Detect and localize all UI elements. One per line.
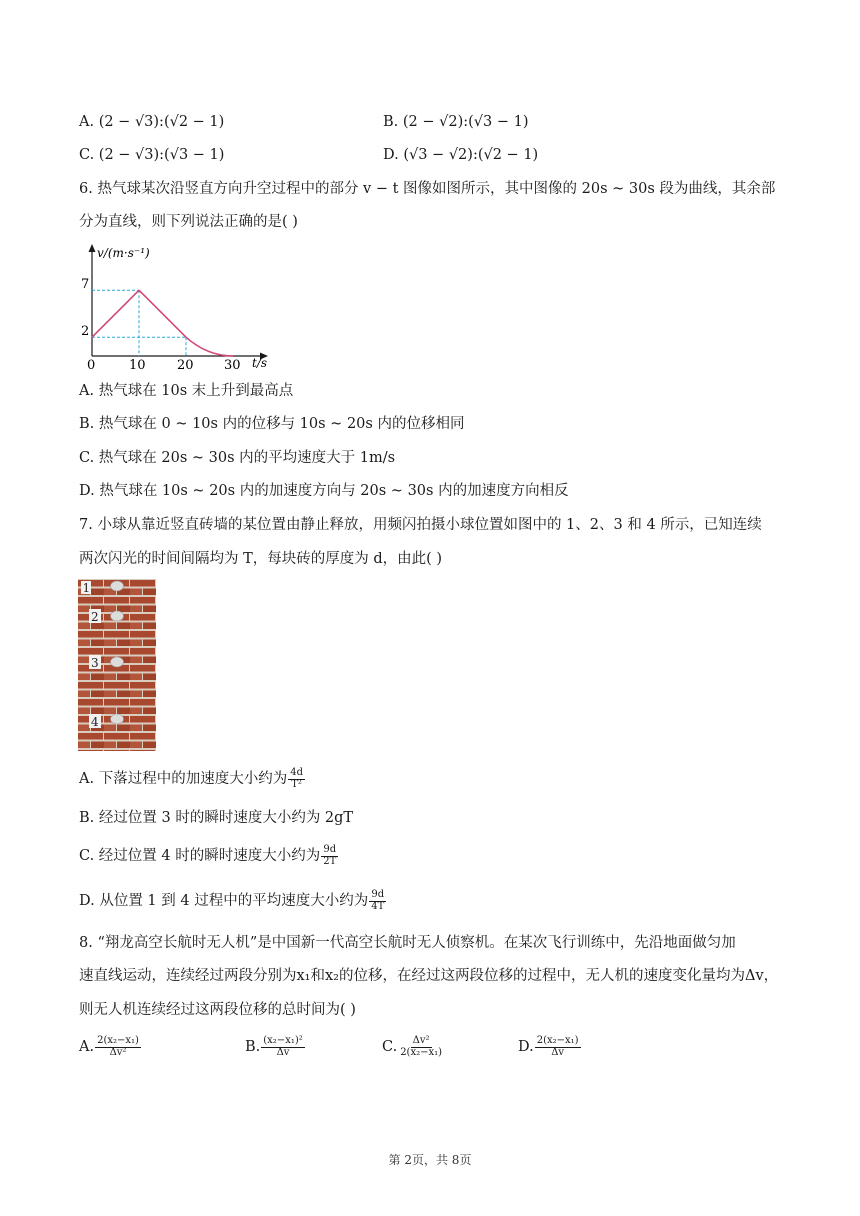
q6-option-b[interactable]: B. 热气球在 0 ~ 10s 内的位移与 10s ~ 20s 内的位移相同 bbox=[79, 416, 465, 432]
q7-stem-line1: 7. 小球从靠近竖直砖墙的某位置由静止释放，用频闪拍摄小球位置如图中的 1、2、3 和 4 所示，已知连续 bbox=[79, 517, 762, 533]
q5-option-b[interactable]: B. (2 − √2):(√3 − 1) bbox=[383, 114, 529, 130]
svg-text:3: 3 bbox=[91, 656, 99, 670]
q8-stem-line3: 则无人机连续经过这两段位移的总时间为( ) bbox=[79, 1002, 356, 1018]
q8-stem-line1: 8. “翔龙高空长航时无人机”是中国新一代高空长航时无人侦察机。在某次飞行训练中，先沿地面做匀加 bbox=[79, 935, 736, 951]
q5-option-a[interactable]: A. (2 − √3):(√2 − 1) bbox=[79, 114, 225, 130]
ball-1 bbox=[111, 581, 124, 591]
q5-option-c[interactable]: C. (2 − √3):(√3 − 1) bbox=[79, 147, 225, 163]
q7-option-c[interactable]: C. 经过位置 4 时的瞬时速度大小约为 $\frac{9d}{2T}$ bbox=[79, 844, 337, 867]
q7-brick-wall-photo bbox=[78, 579, 156, 751]
fraction: $\frac{9d}{4T}$ bbox=[371, 889, 385, 912]
segment-10-20 bbox=[139, 290, 186, 337]
q7-option-b[interactable]: B. 经过位置 3 时的瞬时速度大小约为 2gT bbox=[79, 810, 354, 826]
x-tick-20: 20 bbox=[177, 358, 194, 370]
svg-text:4: 4 bbox=[91, 715, 99, 729]
fraction: $\frac{\text{2(x₂−x₁)}}{\text{Δv²}}$ bbox=[97, 1035, 139, 1058]
svg-text:1: 1 bbox=[82, 581, 91, 595]
q8-option-c[interactable]: C. $\frac{\text{Δv²}}{\text{2(x₂−x₁)}}$ bbox=[382, 1035, 443, 1058]
ball-2 bbox=[111, 611, 124, 621]
q7-stem-line2: 两次闪光的时间间隔均为 T，每块砖的厚度为 d，由此( ) bbox=[79, 551, 443, 567]
fraction: $\frac{\text{2(x₂−x₁)}}{\Delta v}$ bbox=[536, 1035, 579, 1058]
page-number-footer: 第 2页，共 8页 bbox=[388, 1153, 472, 1167]
svg-text:2: 2 bbox=[91, 610, 99, 624]
fraction: $\frac{9d}{2T}$ bbox=[323, 844, 337, 867]
q6-stem-line2: 分为直线，则下列说法正确的是( ) bbox=[79, 214, 298, 230]
x-tick-10: 10 bbox=[129, 358, 146, 370]
fraction: $\frac{4d}{\text{T²}}$ bbox=[290, 767, 303, 790]
y-axis-label: v/(m·s⁻¹) bbox=[97, 246, 150, 260]
x-axis-label: t/s bbox=[252, 356, 268, 370]
q5-option-d[interactable]: D. (√3 − √2):(√2 − 1) bbox=[383, 147, 539, 163]
x-tick-30: 30 bbox=[224, 358, 241, 370]
segment-0-10 bbox=[92, 290, 139, 337]
ball-4 bbox=[111, 714, 124, 724]
y-tick-7: 7 bbox=[81, 277, 90, 292]
q6-vt-graph bbox=[78, 238, 278, 370]
q6-option-d[interactable]: D. 热气球在 10s ~ 20s 内的加速度方向与 20s ~ 30s 内的加速度方向相反 bbox=[79, 483, 569, 499]
x-tick-0: 0 bbox=[87, 358, 96, 370]
q7-option-d[interactable]: D. 从位置 1 到 4 过程中的平均速度大小约为 $\frac{9d}{4T}$ bbox=[79, 889, 385, 912]
q7-option-a[interactable]: A. 下落过程中的加速度大小约为 $\frac{4d}{\text{T²}}$ bbox=[79, 767, 303, 790]
fraction: $\frac{\text{(x₂−x₁)²}}{\Delta v}$ bbox=[263, 1035, 303, 1058]
q8-option-a[interactable]: A. $\frac{\text{2(x₂−x₁)}}{\text{Δv²}}$ bbox=[79, 1035, 139, 1058]
q8-option-b[interactable]: B. $\frac{\text{(x₂−x₁)²}}{\Delta v}$ bbox=[245, 1035, 303, 1058]
fraction: $\frac{\text{Δv²}}{\text{2(x₂−x₁)}}$ bbox=[400, 1035, 443, 1058]
q6-option-c[interactable]: C. 热气球在 20s ~ 30s 内的平均速度大于 1m/s bbox=[79, 450, 396, 466]
q8-option-d[interactable]: D. $\frac{\text{2(x₂−x₁)}}{\Delta v}$ bbox=[518, 1035, 579, 1058]
q6-plot-area bbox=[92, 290, 233, 356]
q6-option-a[interactable]: A. 热气球在 10s 末上升到最高点 bbox=[79, 383, 294, 399]
q8-stem-line2: 速直线运动，连续经过两段分别为x₁和x₂的位移，在经过这两段位移的过程中，无人机的速度变化量均为Δv， bbox=[79, 968, 779, 984]
y-axis-arrow bbox=[89, 244, 96, 252]
ball-3 bbox=[111, 657, 124, 667]
curve-20-30 bbox=[186, 337, 233, 356]
y-tick-2: 2 bbox=[81, 324, 90, 339]
q6-stem-line1: 6. 热气球某次沿竖直方向升空过程中的部分 v − t 图像如图所示，其中图像的 20s ~ 30s 段为曲线，其余部 bbox=[79, 181, 776, 197]
